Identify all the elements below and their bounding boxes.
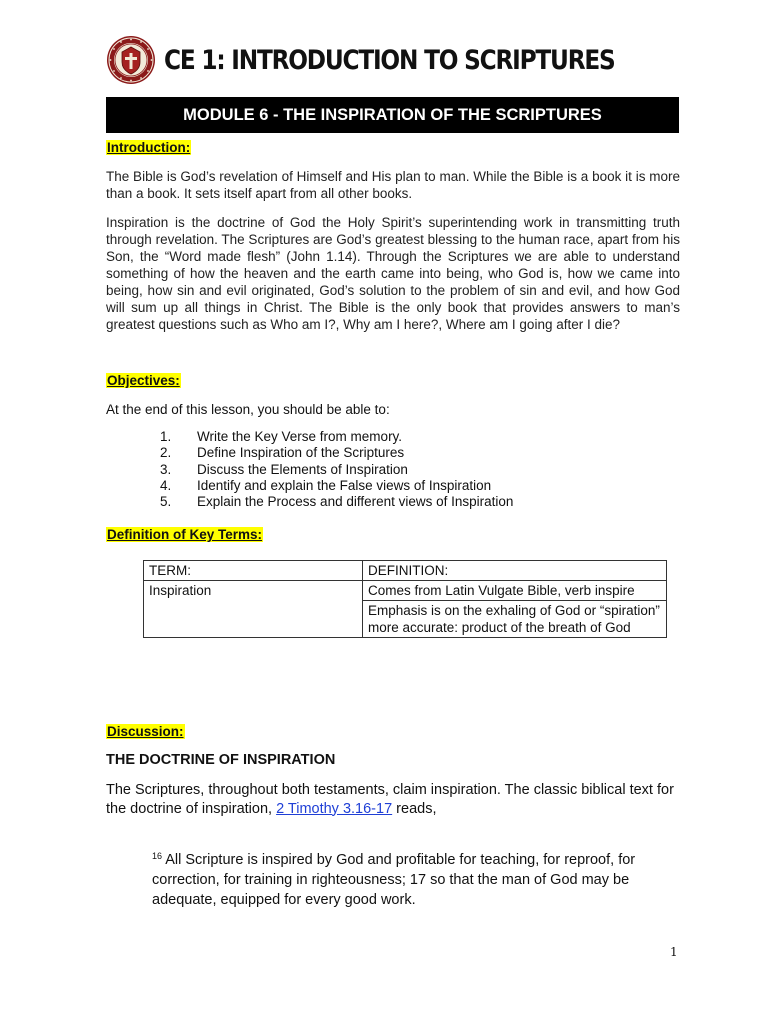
discussion-paragraph xyxy=(106,781,680,818)
list-text: Write the Key Verse from memory. xyxy=(197,429,403,444)
discussion-heading: THE DOCTRINE OF INSPIRATION xyxy=(106,752,336,768)
table-cell-term: Inspiration xyxy=(144,581,363,638)
course-title: CE 1: INTRODUCTION TO SCRIPTURES xyxy=(164,44,615,76)
discussion-label: Discussion: xyxy=(107,724,184,739)
table-cell-definition: Emphasis is on the exhaling of God or “spiration” more accurate: product of the breath of God xyxy=(363,601,667,638)
discussion-text: The Scriptures, throughout both testaments, claim inspiration. The classic biblical text for the doctrine of inspiration, xyxy=(106,782,674,817)
list-item xyxy=(160,462,513,478)
university-seal-icon xyxy=(106,35,156,85)
objectives-list xyxy=(160,429,513,510)
table-header-row xyxy=(144,561,667,581)
key-terms-label: Definition of Key Terms: xyxy=(107,527,263,542)
scripture-quote xyxy=(152,846,672,910)
page-number: 1 xyxy=(670,945,678,959)
table-header-term: TERM: xyxy=(144,561,363,581)
table-header-definition: DEFINITION: xyxy=(363,561,667,581)
list-text: Define Inspiration of the Scriptures xyxy=(197,445,405,461)
introduction-paragraph-2: Inspiration is the doctrine of God the Holy Spirit’s superintending work in transmitting truth through revelation. The Scriptures are God’s greatest blessing to the human race, apart from his Son, the “Word made flesh” (John 1.14). Through the Scriptures we are able to understand something of how the heaven and the earth came into being, who God is, how we came into being, how sin and evil originated, God’s solution to the problem of sin and evil, and how God will sum up all things in Christ. The Bible is the only book that provides answers to man’s greatest questions such as Who am I?, Why am I here?, Where am I going after I die? xyxy=(106,215,680,332)
list-item xyxy=(160,445,513,461)
document-header xyxy=(106,34,688,86)
list-number: 3. xyxy=(160,461,172,477)
discussion-text-end: reads, xyxy=(392,800,437,817)
list-number: 4. xyxy=(160,477,172,493)
list-text: Explain the Process and different views of Inspiration xyxy=(197,494,514,510)
list-number: 2. xyxy=(160,445,172,461)
list-text: Identify and explain the False views of Inspiration xyxy=(197,477,492,493)
table-row xyxy=(144,581,667,601)
list-text: Discuss the Elements of Inspiration xyxy=(197,461,408,477)
objectives-intro: At the end of this lesson, you should be able to: xyxy=(106,402,390,417)
module-title: MODULE 6 - THE INSPIRATION OF THE SCRIPTURES xyxy=(183,105,602,124)
key-terms-table xyxy=(143,560,667,638)
introduction-paragraph-1: The Bible is God’s revelation of Himself and His plan to man. While the Bible is a book it is more than a book. It sets itself apart from all other books. xyxy=(106,169,680,201)
quote-text: All Scripture is inspired by God and profitable for teaching, for reproof, for correction, for training in righteousness; 17 so that the man of God may be adequate, equipped for every good work. xyxy=(152,852,636,908)
list-number: 1. xyxy=(160,429,172,444)
objectives-label: Objectives: xyxy=(107,373,180,388)
module-title-bar xyxy=(106,97,679,133)
list-item xyxy=(160,478,513,494)
list-number: 5. xyxy=(160,494,172,510)
verse-number: 16 xyxy=(152,851,163,861)
scripture-reference-link[interactable]: 2 Timothy 3.16-17 xyxy=(276,800,393,817)
table-cell-definition: Comes from Latin Vulgate Bible, verb inspire xyxy=(363,581,667,601)
list-item xyxy=(160,429,513,445)
list-item xyxy=(160,494,513,510)
introduction-label: Introduction: xyxy=(107,140,191,155)
